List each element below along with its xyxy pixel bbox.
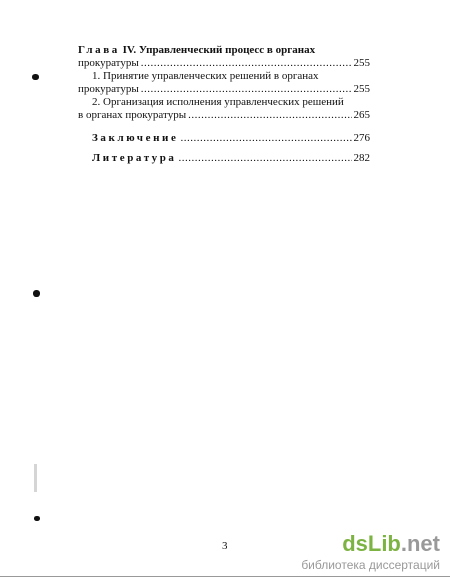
- page-number: 3: [222, 540, 228, 552]
- watermark: [301, 532, 440, 572]
- section-1-page: 255: [353, 83, 370, 95]
- leader-dots: [179, 152, 352, 165]
- chapter-4-title-cont: прокуратуры: [78, 57, 139, 69]
- section-2-title-cont: в органах прокуратуры: [78, 109, 187, 121]
- section-1-title-cont: прокуратуры: [78, 83, 139, 95]
- leader-dots: [188, 109, 351, 122]
- conclusion-page: 276: [353, 132, 370, 144]
- literature-page: 282: [353, 152, 370, 164]
- scan-speck: [32, 74, 39, 80]
- leader-dots: [141, 83, 352, 96]
- literature-label: Литература: [92, 152, 177, 164]
- section-2-title: 2. Организация исполнения управленческих решений: [92, 96, 344, 108]
- scan-speck: [34, 516, 40, 521]
- scan-speck: [33, 290, 40, 297]
- watermark-logo-part2: .net: [400, 531, 440, 556]
- conclusion-label: Заключение: [92, 132, 179, 144]
- scan-smudge: [34, 464, 37, 492]
- bottom-rule: [0, 576, 450, 577]
- watermark-logo: [301, 532, 440, 556]
- watermark-subtitle: библиотека диссертаций: [301, 558, 440, 572]
- conclusion-entry: [78, 132, 370, 145]
- chapter-4-entry: [78, 57, 370, 70]
- chapter-prefix: Глава: [78, 44, 120, 56]
- section-1-entry: [78, 83, 370, 96]
- section-2-page: 265: [353, 109, 370, 121]
- section-2-heading: [92, 96, 370, 109]
- section-1-title: 1. Принятие управленческих решений в органах: [92, 70, 319, 82]
- section-1-heading: [92, 70, 370, 83]
- chapter-4-page: 255: [353, 57, 370, 69]
- section-2-entry: [78, 109, 370, 122]
- chapter-4-title: IV. Управленческий процесс в органах: [122, 44, 316, 56]
- watermark-logo-part1: dsLib: [342, 531, 401, 556]
- literature-entry: [78, 152, 370, 165]
- chapter-4-heading: [78, 44, 370, 57]
- leader-dots: [180, 132, 351, 145]
- leader-dots: [141, 57, 352, 70]
